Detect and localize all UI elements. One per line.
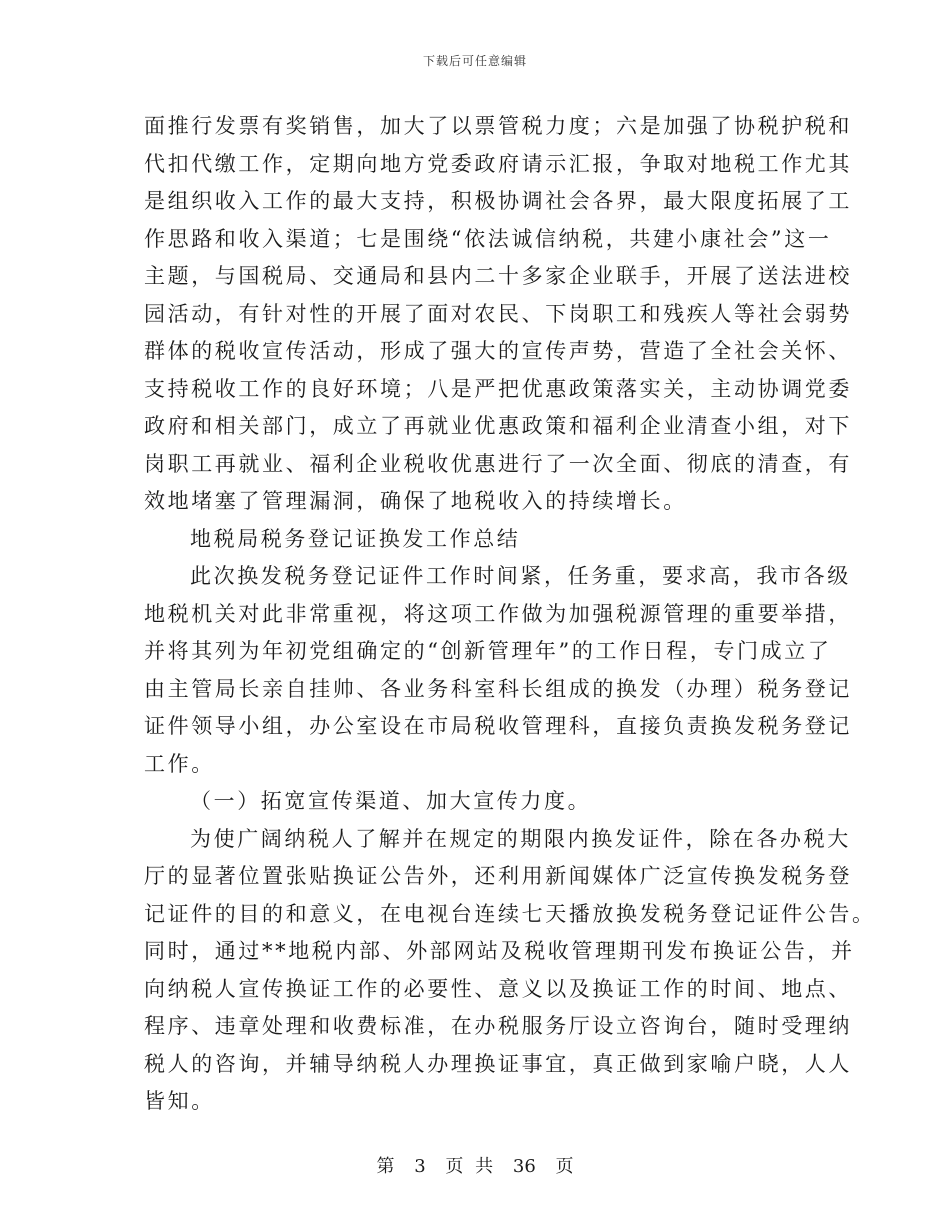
footer-suffix: 页 (555, 1156, 574, 1177)
text-line: 政府和相关部门，成立了再就业优惠政策和福利企业清查小组，对下 (144, 414, 852, 438)
text-line: 工作。 (144, 751, 215, 776)
text-line: 由主管局长亲自挂帅、各业务科室科长组成的换发（办理）税务登记 (144, 676, 852, 701)
footer-prefix: 第 (376, 1156, 395, 1177)
text-line: 效地堵塞了管理漏洞，确保了地税收入的持续增长。 (144, 489, 687, 513)
text-line: 向纳税人宣传换证工作的必要性、意义以及换证工作的时间、地点、 (144, 976, 852, 1001)
footer-middle: 页 共 (445, 1156, 494, 1177)
text-line: 支持税收工作的良好环境；八是严把优惠政策落实关，主动协调党委 (144, 376, 852, 401)
text-line: 园活动，有针对性的开展了面对农民、下岗职工和残疾人等社会弱势 (144, 301, 852, 326)
text-line: 程序、违章处理和收费标准，在办税服务厅设立咨询台，随时受理纳 (144, 1014, 852, 1038)
text-line: 作思路和收入渠道；七是围绕“依法诚信纳税，共建小康社会”这一 (144, 226, 832, 251)
text-line: 厅的显著位置张贴换证公告外，还利用新闻媒体广泛宣传换发税务登 (144, 864, 852, 888)
document-body (144, 108, 876, 1121)
text-line: 岗职工再就业、福利企业税收优惠进行了一次全面、彻底的清查，有 (144, 451, 852, 476)
text-line: 地税机关对此非常重视，将这项工作做为加强税源管理的重要举措， (144, 601, 852, 626)
subsection-heading: （一）拓宽宣传渠道、加大宣传力度。 (190, 789, 592, 813)
section-title: 地税局税务登记证换发工作总结 (190, 526, 521, 551)
text-line: 此次换发税务登记证件工作时间紧，任务重，要求高，我市各级 (190, 564, 851, 588)
text-line: 代扣代缴工作，定期向地方党委政府请示汇报，争取对地税工作尤其 (144, 151, 852, 176)
current-page-number: 3 (414, 1156, 426, 1177)
text-line: 是组织收入工作的最大支持，积极协调社会各界，最大限度拓展了工 (144, 189, 852, 213)
text-line: 面推行发票有奖销售，加大了以票管税力度；六是加强了协税护税和 (144, 114, 852, 138)
text-line: 证件领导小组，办公室设在市局税收管理科，直接负责换发税务登记 (144, 714, 852, 738)
text-line: 主题，与国税局、交通局和县内二十多家企业联手，开展了送法进校 (144, 264, 852, 288)
text-line: 并将其列为年初党组确定的“创新管理年”的工作日程，专门成立了 (144, 639, 832, 663)
page-header-note: 下载后可任意编辑 (422, 54, 527, 68)
text-line: 税人的咨询，并辅导纳税人办理换证事宜，真正做到家喻户晓，人人 (144, 1051, 852, 1076)
text-line: 记证件的目的和意义，在电视台连续七天播放换发税务登记证件公告。 (144, 901, 876, 926)
total-page-count: 36 (512, 1156, 536, 1177)
text-line: 同时，通过**地税内部、外部网站及税收管理期刊发布换证公告，并 (144, 939, 855, 963)
text-line: 为使广阔纳税人了解并在规定的期限内换发证件，除在各办税大 (190, 826, 851, 851)
text-line: 群体的税收宣传活动，形成了强大的宣传声势，营造了全社会关怀、 (144, 339, 852, 363)
page-number-footer (0, 1152, 950, 1178)
text-line: 皆知。 (144, 1089, 215, 1113)
